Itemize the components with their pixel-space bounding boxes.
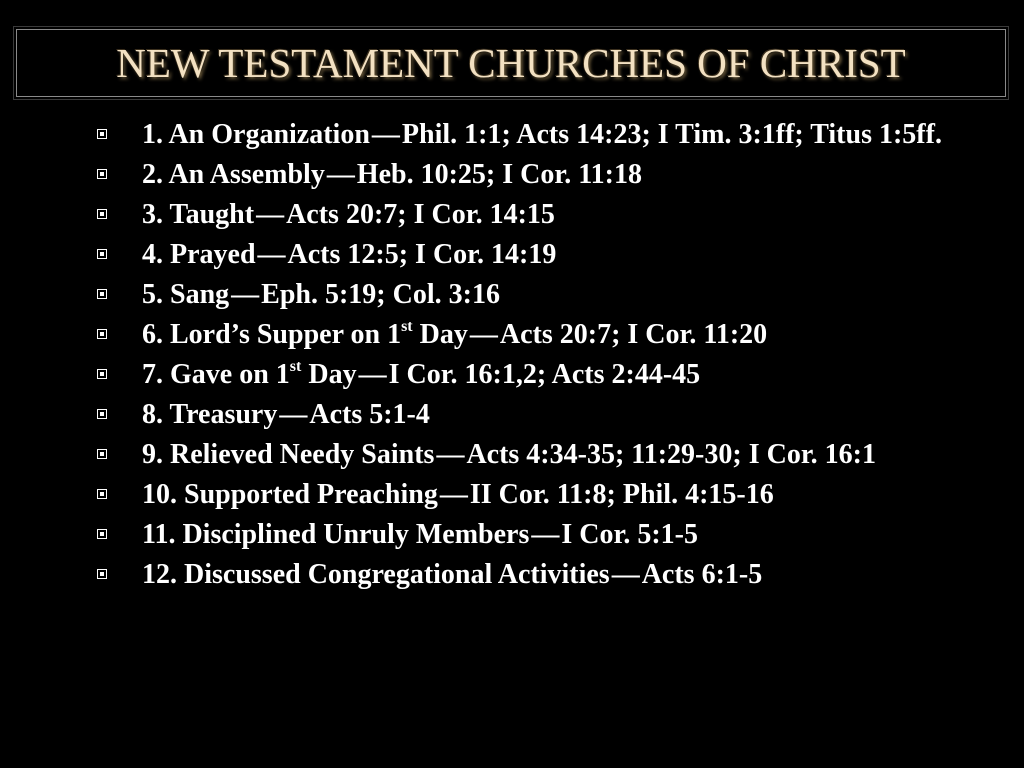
square-bullet-icon xyxy=(97,489,107,499)
item-label: 12. Discussed Congregational Activities xyxy=(142,559,610,590)
list-item xyxy=(0,279,1024,311)
list-item xyxy=(0,359,1024,391)
square-bullet-icon xyxy=(97,449,107,459)
item-refs: I Cor. 5:1-5 xyxy=(561,519,698,550)
list-item xyxy=(0,439,1024,471)
em-dash: — xyxy=(439,479,468,510)
square-bullet-icon xyxy=(97,249,107,259)
item-label: 9. Relieved Needy Saints xyxy=(142,439,435,470)
em-dash: — xyxy=(326,159,355,190)
item-label: 2. An Assembly xyxy=(142,159,325,190)
slide-title: NEW TESTAMENT CHURCHES OF CHRIST xyxy=(116,40,906,86)
item-refs: II Cor. 11:8; Phil. 4:15-16 xyxy=(469,479,774,510)
item-label-post: Day xyxy=(301,359,357,390)
list-item xyxy=(0,199,1024,231)
em-dash: — xyxy=(371,119,400,150)
item-label: 8. Treasury xyxy=(142,399,278,430)
square-bullet-icon xyxy=(97,369,107,379)
item-refs: Acts 4:34-35; 11:29-30; I Cor. 16:1 xyxy=(466,439,877,470)
square-bullet-icon xyxy=(97,129,107,139)
em-dash: — xyxy=(256,199,285,230)
ordinal-suffix: st xyxy=(401,318,413,335)
item-refs: Eph. 5:19; Col. 3:16 xyxy=(261,279,500,310)
item-label-pre: 6. Lord’s Supper on 1 xyxy=(142,319,402,350)
em-dash: — xyxy=(531,519,560,550)
square-bullet-icon xyxy=(97,409,107,419)
square-bullet-icon xyxy=(97,169,107,179)
square-bullet-icon xyxy=(97,209,107,219)
list-item xyxy=(0,479,1024,511)
ordinal-suffix: st xyxy=(289,358,302,375)
item-refs: Acts 5:1-4 xyxy=(309,399,430,430)
item-refs: Phil. 1:1; Acts 14:23; I Tim. 3:1ff; Titus 1:5ff. xyxy=(401,119,942,150)
list-item xyxy=(0,319,1024,351)
square-bullet-icon xyxy=(97,529,107,539)
list-item xyxy=(0,239,1024,271)
square-bullet-icon xyxy=(97,289,107,299)
item-label: 5. Sang xyxy=(142,279,230,310)
item-label-post: Day xyxy=(412,319,468,350)
item-label-pre: 7. Gave on 1 xyxy=(142,359,290,390)
item-refs: I Cor. 16:1,2; Acts 2:44-45 xyxy=(388,359,701,390)
em-dash: — xyxy=(358,359,387,390)
list-item xyxy=(0,119,1024,151)
list-item xyxy=(0,559,1024,591)
em-dash: — xyxy=(257,239,286,270)
item-label: 10. Supported Preaching xyxy=(142,479,438,510)
item-refs: Acts 6:1-5 xyxy=(641,559,763,590)
item-refs: Acts 20:7; I Cor. 11:20 xyxy=(499,319,768,350)
title-box xyxy=(16,29,1006,97)
em-dash: — xyxy=(611,559,640,590)
item-refs: Heb. 10:25; I Cor. 11:18 xyxy=(356,159,643,190)
em-dash: — xyxy=(279,399,308,430)
bullet-list xyxy=(0,119,1024,599)
item-label: 1. An Organization xyxy=(142,119,370,150)
list-item xyxy=(0,519,1024,551)
item-label: 4. Prayed xyxy=(142,239,256,270)
list-item xyxy=(0,159,1024,191)
item-refs: Acts 12:5; I Cor. 14:19 xyxy=(287,239,557,270)
square-bullet-icon xyxy=(97,329,107,339)
em-dash: — xyxy=(469,319,498,350)
em-dash: — xyxy=(436,439,465,470)
item-refs: Acts 20:7; I Cor. 14:15 xyxy=(286,199,555,230)
item-label: 11. Disciplined Unruly Members xyxy=(142,519,530,550)
list-item xyxy=(0,399,1024,431)
item-label: 3. Taught xyxy=(142,199,255,230)
square-bullet-icon xyxy=(97,569,107,579)
em-dash: — xyxy=(231,279,260,310)
